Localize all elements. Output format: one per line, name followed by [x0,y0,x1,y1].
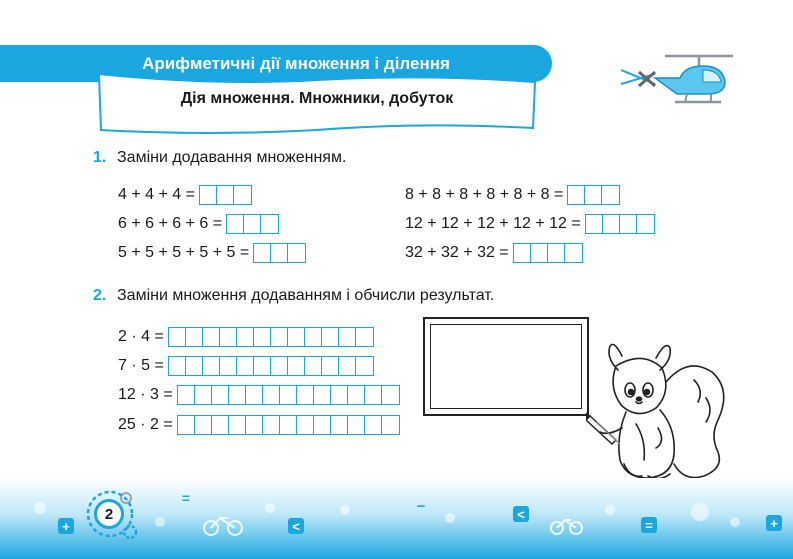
task-2-row-4 [118,414,400,436]
task-1-left-row-1 [118,184,252,206]
expression: 25 · 2 = [118,416,173,433]
expression: 6 + 6 + 6 + 6 = [118,215,223,232]
expression: 12 + 12 + 12 + 12 + 12 = [405,215,581,232]
page-number: 2 [94,499,124,529]
squirrel-illustration [586,336,736,486]
answer-cells[interactable] [168,327,374,347]
task-2-instruction: Заміни множення додаванням і обчисли результат. [117,287,495,304]
task-1-right-row-2 [405,213,655,235]
equals-symbol-badge: = [181,490,191,506]
expression: 8 + 8 + 8 + 8 + 8 + 8 = [405,186,564,203]
plus-symbol-badge: + [766,515,782,531]
chapter-title: Арифметичні дії множення і ділення [142,53,450,73]
expression: 32 + 32 + 32 = [405,244,509,261]
task-1-instruction: Заміни додавання множенням. [117,149,347,166]
blackboard [423,317,589,416]
expression: 5 + 5 + 5 + 5 + 5 = [118,244,250,261]
expression: 12 · 3 = [118,386,173,403]
helicopter-icon [615,48,735,110]
less-than-symbol-badge: < [288,518,304,534]
answer-cells[interactable] [513,243,583,263]
lesson-subtitle: Дія множення. Множники, добуток [180,90,454,107]
answer-cells[interactable] [168,356,374,376]
answer-cells[interactable] [226,214,279,234]
answer-cells[interactable] [585,214,655,234]
less-than-symbol-badge: < [513,506,529,522]
task-1-number: 1. [93,149,107,166]
task-1-right-row-3 [405,242,583,264]
task-2-number: 2. [93,287,107,304]
answer-cells[interactable] [177,385,400,405]
answer-cells[interactable] [253,243,306,263]
answer-cells[interactable] [567,185,620,205]
answer-cells[interactable] [177,415,400,435]
task-2-row-3 [118,384,400,406]
plus-symbol-badge: + [58,518,74,534]
expression: 4 + 4 + 4 = [118,186,195,203]
blackboard-writing-area[interactable] [430,324,582,409]
task-2-row-2 [118,355,374,377]
task-1-left-row-3 [118,242,306,264]
task-1-left-row-2 [118,213,279,235]
expression: 2 · 4 = [118,328,164,345]
minus-symbol-badge: − [416,497,426,515]
equals-symbol-badge: = [641,517,657,533]
answer-cells[interactable] [199,185,252,205]
task-2-row-1 [118,326,374,348]
lesson-banner [97,72,537,137]
expression: 7 · 5 = [118,357,164,374]
task-1-right-row-1 [405,184,620,206]
